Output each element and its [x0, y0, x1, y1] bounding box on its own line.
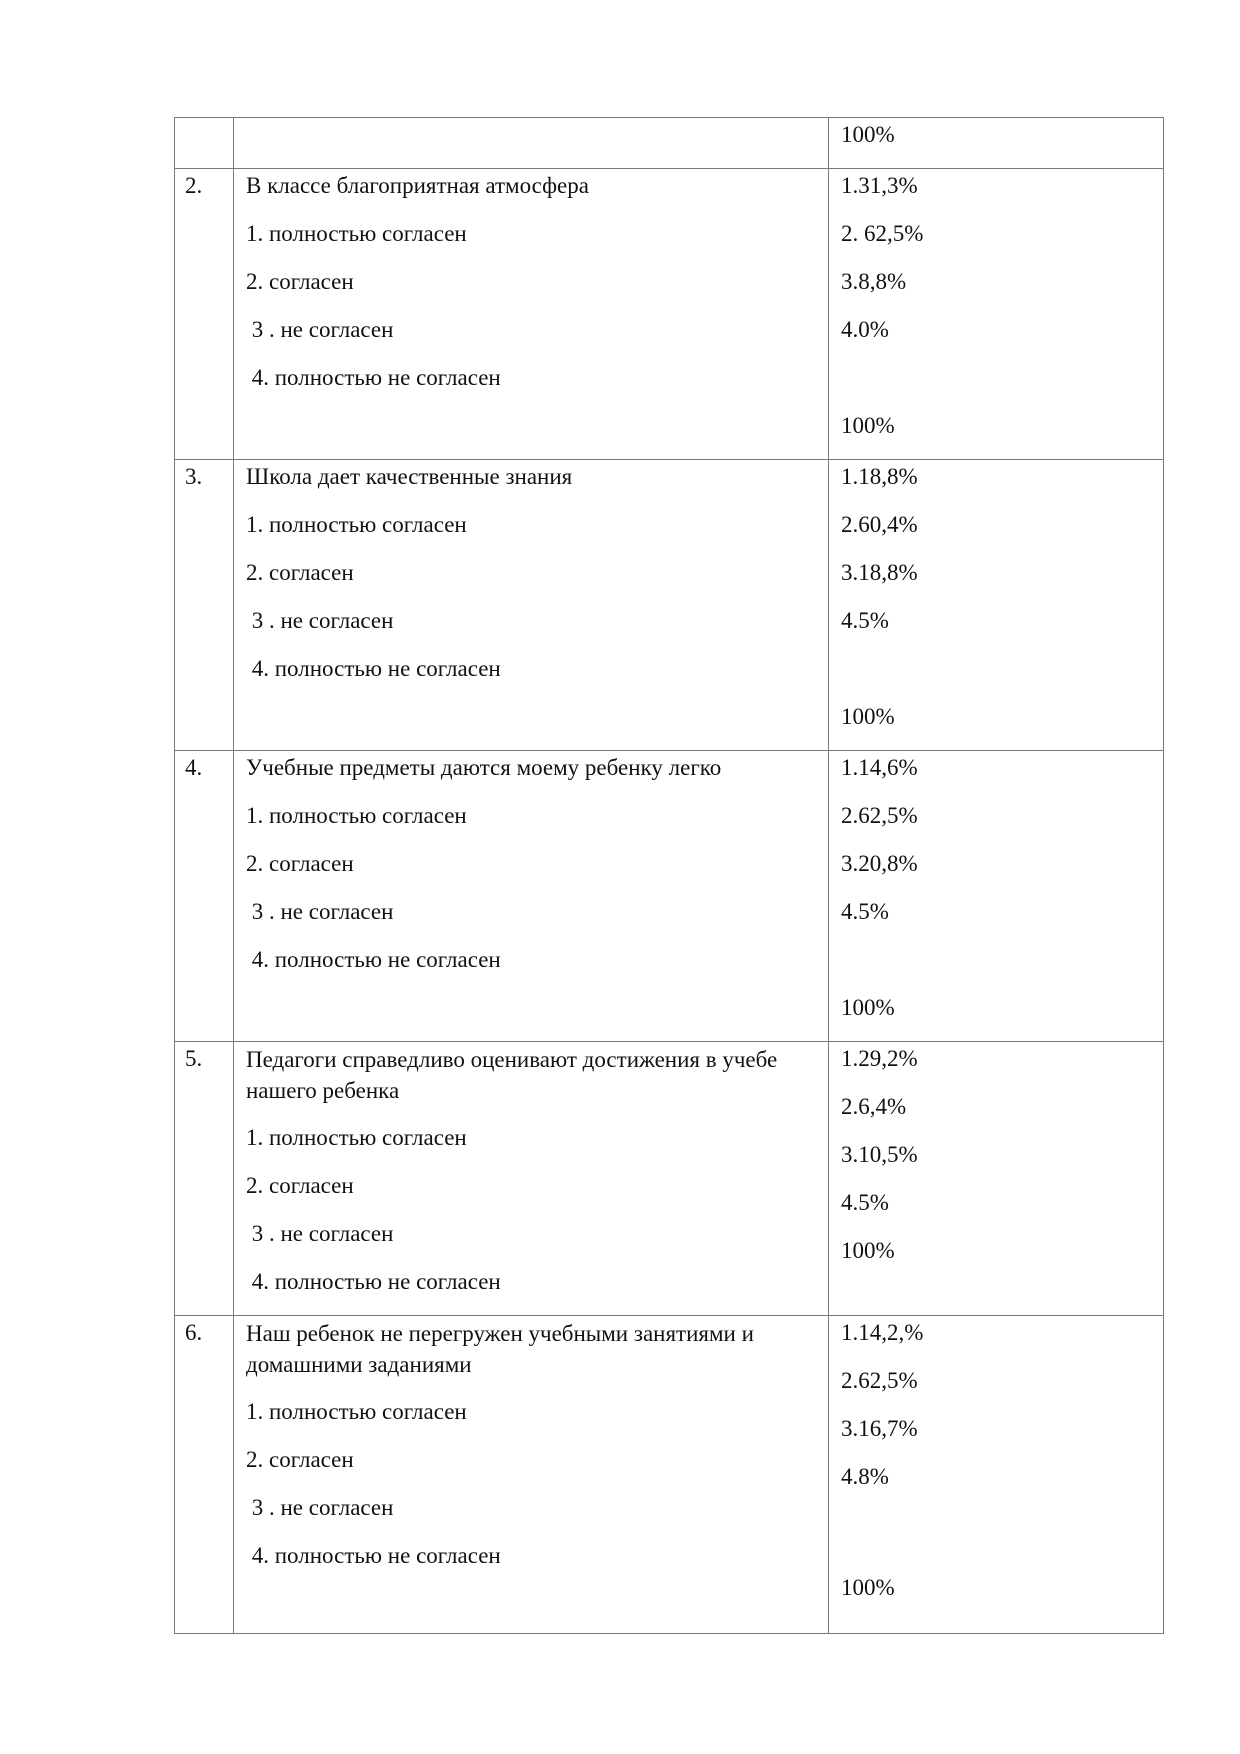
percent-value: 100% [841, 122, 895, 147]
percent-value: 3.20,8% [841, 851, 918, 876]
answer-option: 1. полностью согласен [246, 803, 467, 828]
answer-option: 3 . не согласен [246, 1221, 394, 1246]
percent-cell [829, 1316, 1164, 1634]
row-number: 5. [185, 1046, 203, 1071]
question-text: Педагоги справедливо оценивают достижения в учебе нашего ребенка [246, 1047, 778, 1103]
table-row [175, 751, 1164, 1042]
table-row [175, 1316, 1164, 1634]
table-row [175, 118, 1164, 169]
question-cell [234, 1042, 829, 1316]
percent-cell [829, 118, 1164, 169]
answer-option: 2. согласен [246, 1447, 354, 1472]
percent-value: 2. 62,5% [841, 221, 924, 246]
answer-option: 3 . не согласен [246, 608, 394, 633]
percent-value: 4.5% [841, 1190, 889, 1215]
answer-option: 4. полностью не согласен [246, 947, 501, 972]
answer-option: 3 . не согласен [246, 899, 394, 924]
question-cell [234, 1316, 829, 1634]
row-number-cell [175, 460, 234, 751]
percent-value: 3.16,7% [841, 1416, 918, 1441]
question-text: Школа дает качественные знания [246, 464, 573, 489]
question-cell [234, 460, 829, 751]
percent-total: 100% [841, 1575, 895, 1600]
percent-cell [829, 751, 1164, 1042]
answer-option: 1. полностью согласен [246, 221, 467, 246]
answer-option: 2. согласен [246, 1173, 354, 1198]
table-row [175, 169, 1164, 460]
answer-option: 3 . не согласен [246, 1495, 394, 1520]
answer-option: 4. полностью не согласен [246, 1543, 501, 1568]
answer-option: 4. полностью не согласен [246, 656, 501, 681]
survey-results-table [174, 117, 1164, 1634]
table-row [175, 460, 1164, 751]
percent-cell [829, 169, 1164, 460]
percent-value: 1.14,6% [841, 755, 918, 780]
percent-value: 2.6,4% [841, 1094, 907, 1119]
answer-option: 2. согласен [246, 269, 354, 294]
row-number-cell [175, 118, 234, 169]
percent-value: 4.5% [841, 899, 889, 924]
answer-option: 2. согласен [246, 851, 354, 876]
percent-value: 1.18,8% [841, 464, 918, 489]
percent-value: 3.8,8% [841, 269, 907, 294]
percent-total: 100% [841, 1238, 895, 1263]
percent-cell [829, 460, 1164, 751]
percent-value: 1.29,2% [841, 1046, 918, 1071]
percent-total: 100% [841, 995, 895, 1020]
question-cell [234, 169, 829, 460]
percent-value: 1.31,3% [841, 173, 918, 198]
percent-value: 2.62,5% [841, 803, 918, 828]
percent-value [841, 654, 1153, 702]
row-number: 6. [185, 1320, 203, 1345]
row-number-cell [175, 1042, 234, 1316]
question-text: В классе благоприятная атмосфера [246, 173, 589, 198]
answer-option: 1. полностью согласен [246, 1125, 467, 1150]
percent-value [841, 1510, 1153, 1573]
row-number-cell [175, 751, 234, 1042]
percent-value: 2.62,5% [841, 1368, 918, 1393]
row-number: 3. [185, 464, 203, 489]
row-number: 4. [185, 755, 203, 780]
answer-option: 1. полностью согласен [246, 512, 467, 537]
percent-cell [829, 1042, 1164, 1316]
percent-value [841, 945, 1153, 993]
question-cell [234, 751, 829, 1042]
percent-value: 1.14,2,% [841, 1320, 924, 1345]
question-cell [234, 118, 829, 169]
percent-value: 4.8% [841, 1464, 889, 1489]
percent-value: 4.0% [841, 317, 889, 342]
answer-option: 4. полностью не согласен [246, 1269, 501, 1294]
row-number: 2. [185, 173, 203, 198]
percent-total: 100% [841, 413, 895, 438]
row-number-cell [175, 169, 234, 460]
percent-value: 3.10,5% [841, 1142, 918, 1167]
row-number-cell [175, 1316, 234, 1634]
question-text: Наш ребенок не перегружен учебными занятиями и домашними заданиями [246, 1321, 754, 1377]
answer-option: 1. полностью согласен [246, 1399, 467, 1424]
percent-value [841, 363, 1153, 411]
answer-option: 3 . не согласен [246, 317, 394, 342]
percent-total: 100% [841, 704, 895, 729]
answer-option: 2. согласен [246, 560, 354, 585]
question-text: Учебные предметы даются моему ребенку легко [246, 755, 722, 780]
answer-option: 4. полностью не согласен [246, 365, 501, 390]
table-row [175, 1042, 1164, 1316]
percent-value: 4.5% [841, 608, 889, 633]
percent-value: 2.60,4% [841, 512, 918, 537]
percent-value: 3.18,8% [841, 560, 918, 585]
